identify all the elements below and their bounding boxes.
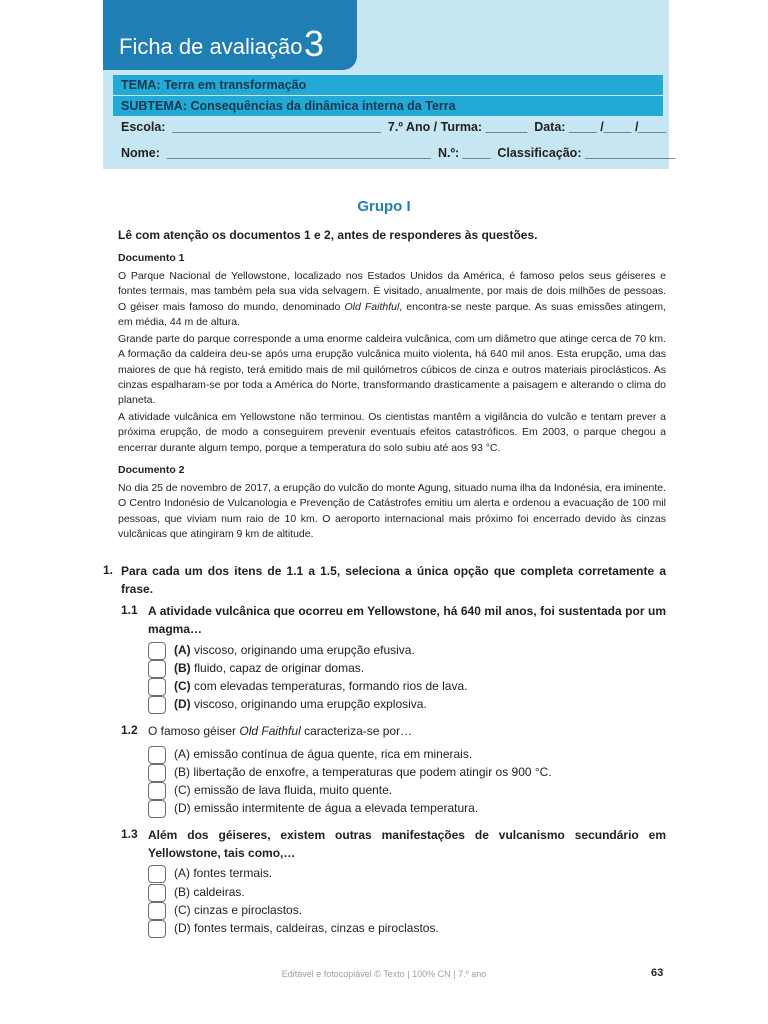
doc2-title: Documento 2 bbox=[118, 464, 185, 476]
group-title: Grupo I bbox=[357, 198, 411, 215]
worksheet-header bbox=[103, 0, 676, 169]
doc1-paragraph-1 bbox=[118, 269, 666, 330]
doc1-paragraph-3: A atividade vulcânica em Yellowstone não terminou. Os cientistas mantêm a vigilância do vulcão e tentam prever a próxima erupção, de modo a conseguirem prevenir eventuais efeitos catastróficos. Em 2003, o parque chegou a encerrar durante algum tempo, porque a temperatura do solo subiu até aos 93 °C. bbox=[118, 411, 666, 454]
q11-number: 1.1 bbox=[121, 603, 138, 617]
subtema-bar: SUBTEMA: Consequências da dinâmica interna da Terra bbox=[113, 96, 663, 116]
checkbox[interactable] bbox=[148, 764, 166, 782]
q13-text: Além dos géiseres, existem outras manifestações de vulcanismo secundário em Yellowstone, tais como,… bbox=[148, 828, 666, 860]
title-tab bbox=[103, 0, 357, 70]
page-number: 63 bbox=[651, 967, 664, 979]
checkbox[interactable] bbox=[148, 678, 166, 696]
q13-number: 1.3 bbox=[121, 827, 138, 841]
checkbox[interactable] bbox=[148, 920, 166, 938]
q12-text: O famoso géiser Old Faithful caracteriza-se por… bbox=[148, 724, 413, 738]
intro-instruction: Lê com atenção os documentos 1 e 2, antes de responderes às questões. bbox=[118, 228, 538, 242]
escola-line: Escola: ______________________________ 7.º Ano / Turma: ______ Data: ____ /____ /____ bbox=[121, 120, 667, 134]
worksheet-number: 3 bbox=[304, 23, 325, 64]
tema-bar: TEMA: Terra em transformação bbox=[113, 75, 663, 95]
nome-line: Nome: ______________________________________ N.º: ____ Classificação: _____________ bbox=[121, 146, 676, 160]
checkbox[interactable] bbox=[148, 746, 166, 764]
doc2-paragraph-1: No dia 25 de novembro de 2017, a erupção do vulcão do monte Agung, situado numa ilha da Indonésia, era iminente. O Centro Indonésio de Vulcanologia e Prevenção de Catástrofes emitiu um alerta e ordenou a evacuação de 100 mil pessoas, que viviam num raio de 10 km. O aeroporto internacional mais próximo foi encerrado devido às cinzas vulcânicas que atingiram 9 km de altitude. bbox=[118, 482, 666, 540]
checkbox[interactable] bbox=[148, 782, 166, 800]
checkbox[interactable] bbox=[148, 800, 166, 818]
footer-credit: Editável e fotocopiável © Texto | 100% CN | 7.º ano bbox=[281, 969, 487, 979]
q1-number: 1. bbox=[103, 563, 114, 577]
checkbox[interactable] bbox=[148, 660, 166, 678]
q11-text: A atividade vulcânica que ocorreu em Yellowstone, há 640 mil anos, foi sustentada por um magma… bbox=[148, 604, 666, 636]
checkbox[interactable] bbox=[148, 696, 166, 714]
q12-number: 1.2 bbox=[121, 723, 138, 737]
doc1-p1-a: O Parque Nacional de Yellowstone, localizado nos Estados Unidos da América, é famoso pelos seus géiseres e fontes termais, mas também pela sua vida selvagem. É visitado, anualmente, por mais de dois milhões de pessoas. O géiser mais famoso do mundo, denominado Old Faithful, encontra-se neste parque. As suas emissões atingem, em média, 44 m de altura. bbox=[118, 270, 666, 328]
checkbox[interactable] bbox=[148, 902, 166, 920]
checkbox[interactable] bbox=[148, 642, 166, 660]
checkbox[interactable] bbox=[148, 884, 166, 902]
doc1-paragraph-2: Grande parte do parque corresponde a uma enorme caldeira vulcânica, com um diâmetro que atinge cerca de 70 km. A formação da caldeira deu-se após uma erupção vulcânica muito violenta, há 640 mil anos. Esta erupção, uma das maiores de que há registo, terá emitido mais de mil quilómetros cúbicos de cinza e outros materiais piroclásticos. As cinzas espalharam-se por toda a América do Norte, transformando drasticamente a paisagem e alterando o clima do planeta. bbox=[118, 333, 666, 407]
checkbox[interactable] bbox=[148, 865, 166, 883]
worksheet-title: Ficha de avaliação bbox=[119, 34, 303, 59]
q1-text: Para cada um dos itens de 1.1 a 1.5, seleciona a única opção que completa corretamente a frase. bbox=[121, 564, 666, 596]
doc1-title: Documento 1 bbox=[118, 252, 185, 264]
